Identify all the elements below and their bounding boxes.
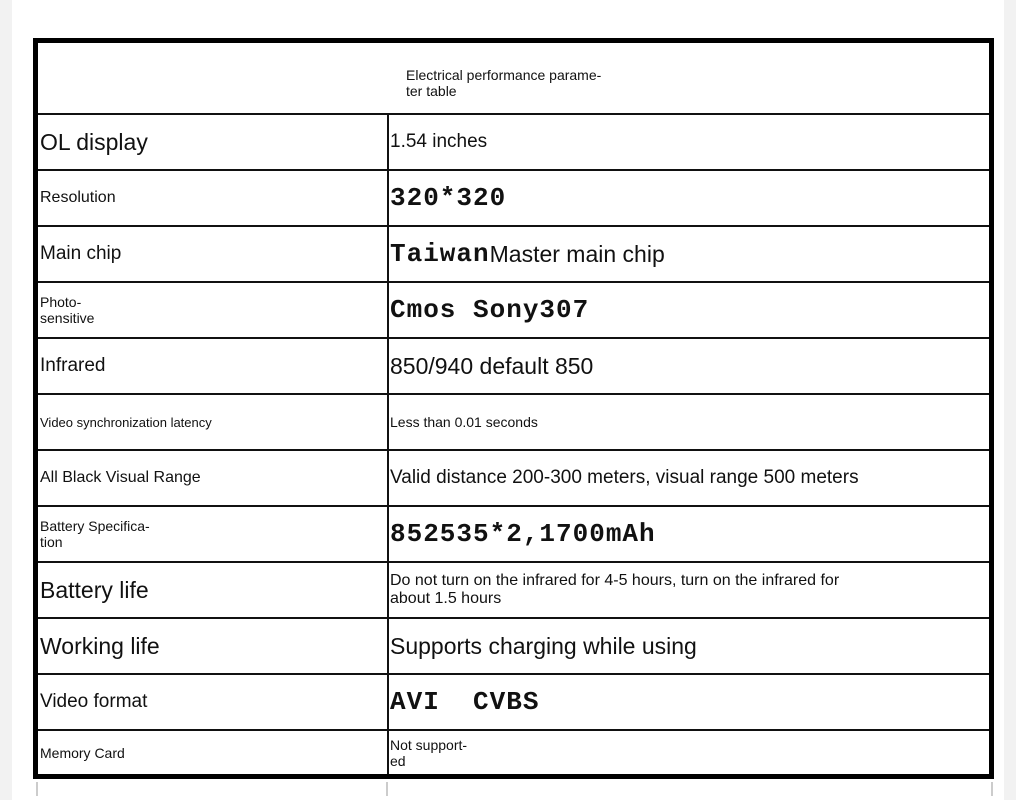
row-value-ol-display: 1.54 inches (390, 131, 488, 152)
table-row (38, 619, 989, 675)
table-title (406, 67, 646, 99)
row-value-infrared: 850/940 default 850 (390, 353, 594, 379)
table-bottom-shadow (36, 782, 994, 796)
row-value-video-format: AVI CVBS (390, 687, 540, 717)
row-value-memory-card: Not support- ed (390, 736, 468, 769)
row-value-working-life: Supports charging while using (390, 633, 697, 659)
table-row (38, 171, 989, 227)
bottom-tick-middle (386, 782, 388, 796)
row-label-visual-range: All Black Visual Range (40, 469, 201, 486)
table-row (38, 339, 989, 395)
bottom-tick-left (36, 782, 38, 796)
row-label-video-latency: Video synchronization latency (40, 414, 212, 430)
table-row (38, 451, 989, 507)
bottom-tick-right (991, 782, 993, 796)
table-title-line-1: Electrical performance parame- (406, 67, 602, 83)
row-label-resolution: Resolution (40, 189, 116, 206)
main-chip-text: Master main chip (489, 241, 665, 267)
title-row (38, 43, 989, 115)
row-value-photosensitive: Cmos Sony307 (390, 295, 590, 325)
table-row (38, 675, 989, 731)
row-label-photosensitive: Photo- sensitive (40, 294, 95, 326)
main-chip-brand: Taiwan (390, 239, 490, 269)
table-row (38, 731, 989, 774)
row-label-working-life: Working life (40, 633, 160, 659)
table-title-line-2: ter table (406, 83, 457, 99)
row-label-main-chip: Main chip (40, 243, 122, 264)
table-row (38, 507, 989, 563)
spec-table (33, 38, 994, 779)
row-label-memory-card: Memory Card (40, 744, 125, 761)
row-value-visual-range: Valid distance 200-300 meters, visual range 500 meters (390, 467, 859, 488)
table-row (38, 227, 989, 283)
row-label-ol-display: OL display (40, 129, 148, 155)
row-label-infrared: Infrared (40, 355, 106, 376)
row-value-battery-life: Do not turn on the infrared for 4-5 hours, turn on the infrared for about 1.5 hours (390, 572, 840, 607)
row-label-battery-spec: Battery Specifica- tion (40, 518, 150, 550)
row-value-main-chip (390, 227, 983, 281)
row-label-video-format: Video format (40, 691, 148, 712)
page-edge-right (1004, 0, 1016, 800)
row-value-video-latency: Less than 0.01 seconds (390, 414, 538, 430)
row-value-resolution: 320*320 (390, 183, 507, 213)
table-row (38, 563, 989, 619)
page-edge-left (0, 0, 12, 800)
table-row (38, 283, 989, 339)
row-label-battery-life: Battery life (40, 577, 149, 603)
table-row (38, 115, 989, 171)
table-row (38, 395, 989, 451)
row-value-battery-spec: 852535*2,1700mAh (390, 519, 656, 549)
